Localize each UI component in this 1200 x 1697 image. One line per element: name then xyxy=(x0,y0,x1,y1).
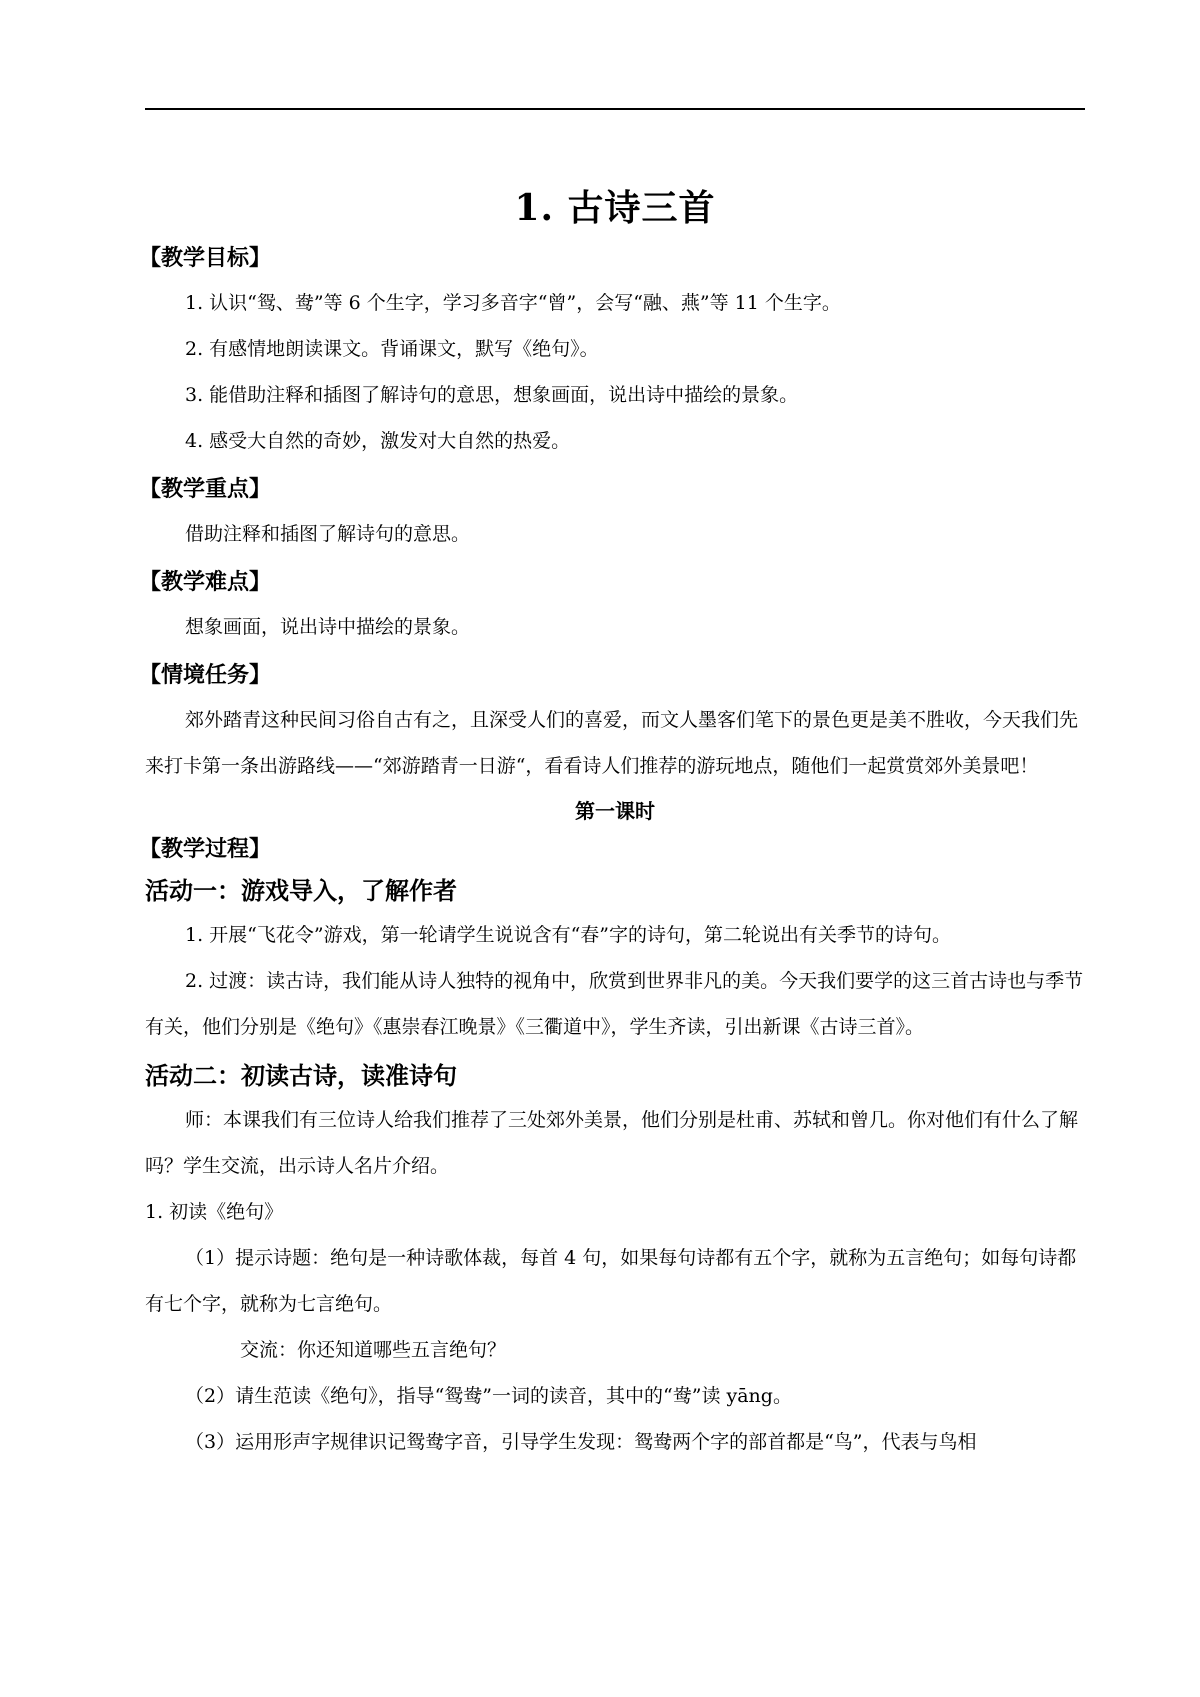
task-paragraph: 郊外踏青这种民间习俗自古有之，且深受人们的喜爱，而文人墨客们笔下的景色更是美不胜收，今天我们先来打卡第一条出游路线——“郊游踏青一日游“，看看诗人们推荐的游玩地点，随他们一起赏赏郊外美景吧！ xyxy=(145,709,1079,777)
objective-item: 4. 感受大自然的奇妙，激发对大自然的热爱。 xyxy=(185,430,571,452)
activity-2-title: 活动二：初读古诗，读准诗句 xyxy=(145,1061,457,1090)
section-heading-objectives: 【教学目标】 xyxy=(139,245,272,271)
section-heading-process: 【教学过程】 xyxy=(139,836,272,862)
section-heading-key: 【教学重点】 xyxy=(139,476,272,502)
document-page xyxy=(139,180,1085,1465)
activity-1-item: 2. 过渡：读古诗，我们能从诗人独特的视角中，欣赏到世界非凡的美。今天我们要学的这三首古诗也与季节有关，他们分别是《绝句》《惠崇春江晚景》《三衢道中》，学生齐读，引出新课《古诗三首》。 xyxy=(145,970,1084,1038)
section-heading-difficulty: 【教学难点】 xyxy=(139,569,272,595)
step-3: （3）运用形声字规律识记鸳鸯字音，引导学生发现：鸳鸯两个字的部首都是“鸟”，代表与鸟相 xyxy=(185,1431,977,1453)
objective-item: 1. 认识“鸳、鸯”等 6 个生字，学习多音字“曾”，会写“融、燕”等 11 个生字。 xyxy=(185,292,841,314)
objective-item: 2. 有感情地朗读课文。背诵课文，默写《绝句》。 xyxy=(185,338,599,360)
step-2: （2）请生范读《绝句》，指导“鸳鸯”一词的读音，其中的“鸯”读 yāng。 xyxy=(185,1385,792,1407)
lesson-label: 第一课时 xyxy=(575,799,655,823)
activity-1-title: 活动一：游戏导入，了解作者 xyxy=(145,876,457,905)
first-read-heading: 1. 初读《绝句》 xyxy=(145,1201,284,1223)
key-point-text: 借助注释和插图了解诗句的意思。 xyxy=(185,523,471,545)
activity-1-item: 1. 开展“飞花令”游戏，第一轮请学生说说含有“春”字的诗句，第二轮说出有关季节的诗句。 xyxy=(185,924,952,946)
section-heading-task: 【情境任务】 xyxy=(139,662,272,688)
step-1: （1）提示诗题：绝句是一种诗歌体裁，每首 4 句，如果每句诗都有五个字，就称为五言绝句；如每句诗都有七个字，就称为七言绝句。 xyxy=(145,1247,1077,1315)
exchange-prompt: 交流：你还知道哪些五言绝句？ xyxy=(240,1339,507,1361)
activity-2-intro: 师：本课我们有三位诗人给我们推荐了三处郊外美景，他们分别是杜甫、苏轼和曾几。你对他们有什么了解吗？学生交流，出示诗人名片介绍。 xyxy=(145,1109,1079,1177)
page-title: 1. 古诗三首 xyxy=(514,187,716,229)
header-rule xyxy=(145,108,1085,110)
difficulty-text: 想象画面，说出诗中描绘的景象。 xyxy=(185,616,471,638)
objective-item: 3. 能借助注释和插图了解诗句的意思，想象画面，说出诗中描绘的景象。 xyxy=(185,384,799,406)
